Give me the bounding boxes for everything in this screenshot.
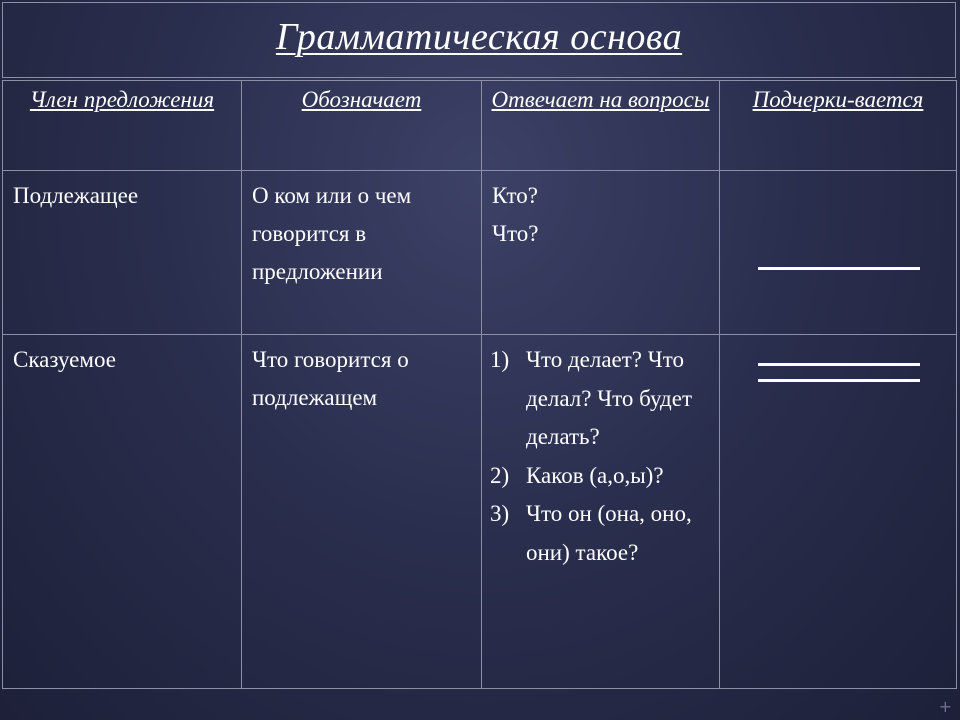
table-header-row [3, 81, 957, 171]
cell-predicate-denotes [242, 335, 482, 689]
question-text: Что он (она, оно, они) такое? [526, 501, 692, 565]
subject-question-what: Что? [492, 221, 539, 246]
cell-predicate-underline [720, 335, 957, 689]
header-answers: Отвечает на вопросы [482, 81, 720, 171]
cell-subject-member [3, 171, 242, 335]
double-underline-sample-top [758, 363, 920, 366]
list-item [490, 495, 713, 572]
predicate-denotes-text: Что говорится о подлежащем [252, 347, 409, 410]
subject-member-text: Подлежащее [13, 183, 139, 208]
cell-predicate-questions [482, 335, 720, 689]
list-item [490, 341, 713, 457]
question-text: Что делает? Что делал? Что будет делать? [526, 347, 693, 449]
table-row-subject [3, 171, 957, 335]
question-number: 3) [490, 501, 510, 526]
question-number: 1) [490, 347, 510, 372]
title-row [2, 2, 956, 78]
subject-denotes-text: О ком или о чем говорится в предложении [252, 183, 412, 284]
subject-question-who: Кто? [492, 183, 538, 208]
header-denotes: Обозначает [242, 81, 482, 171]
cell-subject-underline [720, 171, 957, 335]
predicate-member-text: Сказуемое [13, 347, 116, 372]
single-underline-sample [758, 267, 920, 270]
subject-questions [482, 171, 719, 253]
table-row-predicate [3, 335, 957, 689]
header-underlined: Подчерки-вается [720, 81, 957, 171]
double-underline-sample-bottom [758, 379, 920, 382]
header-member: Член предложения [3, 81, 242, 171]
page-title: Грамматическая основа [275, 16, 683, 58]
predicate-question-list [482, 335, 719, 572]
cell-subject-questions [482, 171, 720, 335]
decorative-plus-icon: + [938, 697, 952, 716]
cell-predicate-member [3, 335, 242, 689]
question-number: 2) [490, 462, 510, 488]
cell-subject-denotes [242, 171, 482, 335]
question-text: Каков (а,о,ы)? [526, 462, 664, 488]
list-item [490, 457, 713, 496]
grammar-table [2, 80, 957, 689]
